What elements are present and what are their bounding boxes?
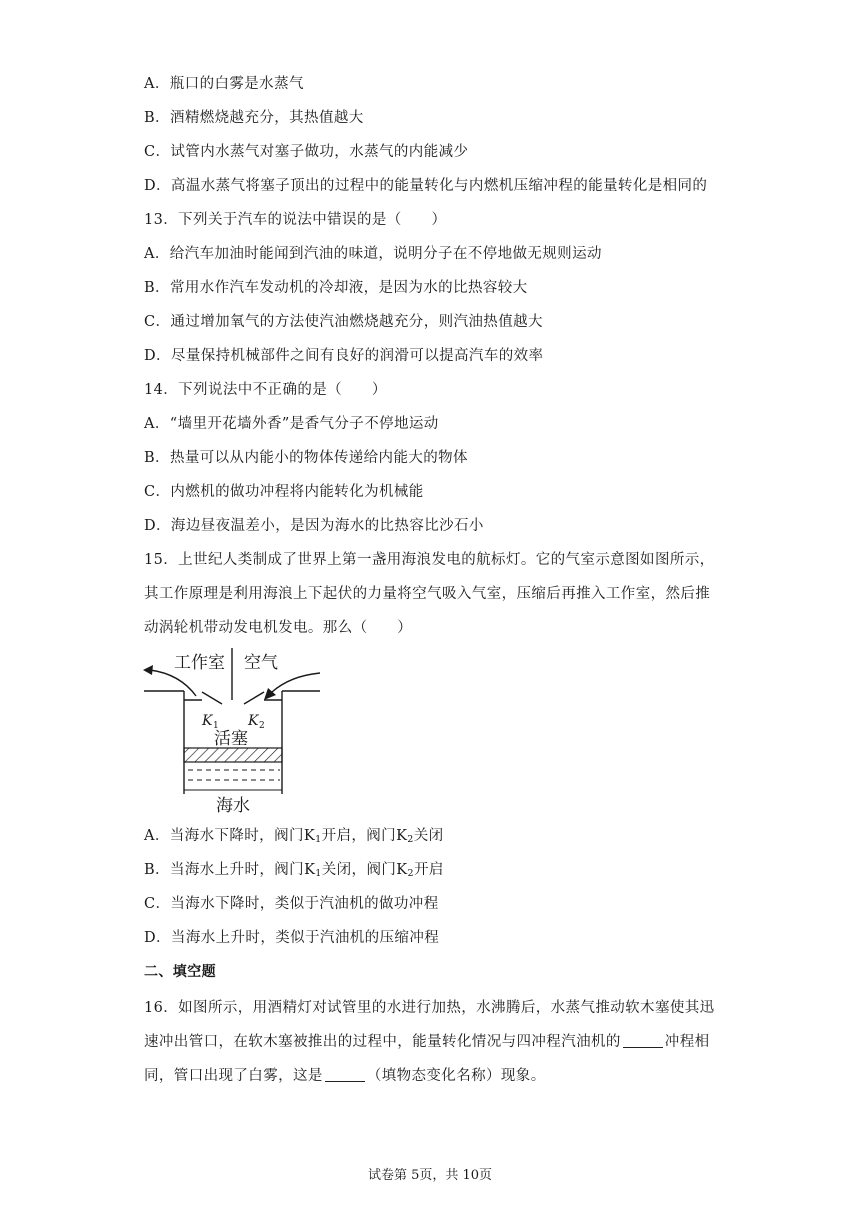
q14-option-b: B．热量可以从内能小的物体传递给内能大的物体 bbox=[144, 450, 468, 466]
section-fill-in-title: 二、填空题 bbox=[144, 964, 216, 980]
q16-blank-2 bbox=[325, 1067, 365, 1082]
q15-stem-line2: 其工作原理是利用海浪上下起伏的力量将空气吸入气室，压缩后再推入工作室，然后推 bbox=[144, 586, 711, 602]
q12-option-a: A．瓶口的白雾是水蒸气 bbox=[144, 76, 304, 92]
q12-option-d: D．高温水蒸气将塞子顶出的过程中的能量转化与内燃机压缩冲程的能量转化是相同的 bbox=[144, 178, 708, 194]
label-k1-sub: 1 bbox=[213, 721, 219, 731]
valve-k1-flap bbox=[202, 692, 222, 704]
q15-stem-line3: 动涡轮机带动发电机发电。那么（ ） bbox=[144, 620, 413, 636]
q14-option-c: C．内燃机的做功冲程将内能转化为机械能 bbox=[144, 484, 424, 500]
q13-option-b: B．常用水作汽车发动机的冷却液，是因为水的比热容较大 bbox=[144, 280, 528, 296]
label-k2-sub: 2 bbox=[259, 721, 265, 731]
piston bbox=[184, 748, 282, 762]
q14-stem: 14．下列说法中不正确的是（ ） bbox=[144, 382, 387, 398]
q14-option-d: D．海边昼夜温差小，是因为海水的比热容比沙石小 bbox=[144, 518, 484, 534]
label-seawater: 海水 bbox=[216, 796, 250, 816]
q15-option-a: A．当海水下降时，阀门$K_1$开启，阀门$K_2$关闭 bbox=[144, 828, 444, 845]
q13-option-d: D．尽量保持机械部件之间有良好的润滑可以提高汽车的效率 bbox=[144, 348, 544, 364]
q12-option-b: B．酒精燃烧越充分，其热值越大 bbox=[144, 110, 364, 126]
q16-blank-1 bbox=[623, 1033, 663, 1048]
q15-option-c: C．当海水下降时，类似于汽油机的做功冲程 bbox=[144, 896, 439, 912]
inflow-arrow bbox=[272, 673, 320, 692]
q15-option-d: D．当海水上升时，类似于汽油机的压缩冲程 bbox=[144, 930, 440, 946]
q15-stem-line1: 15．上世纪人类制成了世界上第一盏用海浪发电的航标灯。它的气室示意图如图所示， bbox=[144, 552, 715, 568]
outflow-arrowhead bbox=[143, 665, 153, 675]
label-air: 空气 bbox=[244, 653, 278, 673]
q16-line1: 16．如图所示，用酒精灯对试管里的水进行加热，水沸腾后，水蒸气推动软木塞使其迅 bbox=[144, 1000, 715, 1016]
q13-stem: 13．下列关于汽车的说法中错误的是（ ） bbox=[144, 212, 447, 228]
label-work-room: 工作室 bbox=[174, 653, 225, 673]
q13-option-a: A．给汽车加油时能闻到汽油的味道，说明分子在不停地做无规则运动 bbox=[144, 246, 602, 262]
q13-option-c: C．通过增加氧气的方法使汽油燃烧越充分，则汽油热值越大 bbox=[144, 314, 543, 330]
valve-k2-flap bbox=[244, 692, 264, 704]
q16-line2: 速冲出管口，在软木塞被推出的过程中，能量转化情况与四冲程汽油机的 冲程相 bbox=[144, 1034, 710, 1050]
q16-line3: 同，管口出现了白雾，这是 （填物态变化名称）现象。 bbox=[144, 1068, 546, 1084]
label-piston: 活塞 bbox=[214, 729, 248, 749]
label-k1: K bbox=[202, 713, 213, 729]
q15-option-b: B．当海水上升时，阀门$K_1$关闭，阀门$K_2$开启 bbox=[144, 862, 444, 879]
label-k2: K bbox=[248, 713, 259, 729]
q12-option-c: C．试管内水蒸气对塞子做功，水蒸气的内能减少 bbox=[144, 144, 469, 160]
q14-option-a: A．“墙里开花墙外香”是香气分子不停地运动 bbox=[144, 416, 439, 432]
page-footer: 试卷第 5页，共 10页 bbox=[367, 1168, 493, 1183]
air-chamber-diagram bbox=[140, 648, 330, 816]
outflow-arrow bbox=[150, 670, 196, 696]
